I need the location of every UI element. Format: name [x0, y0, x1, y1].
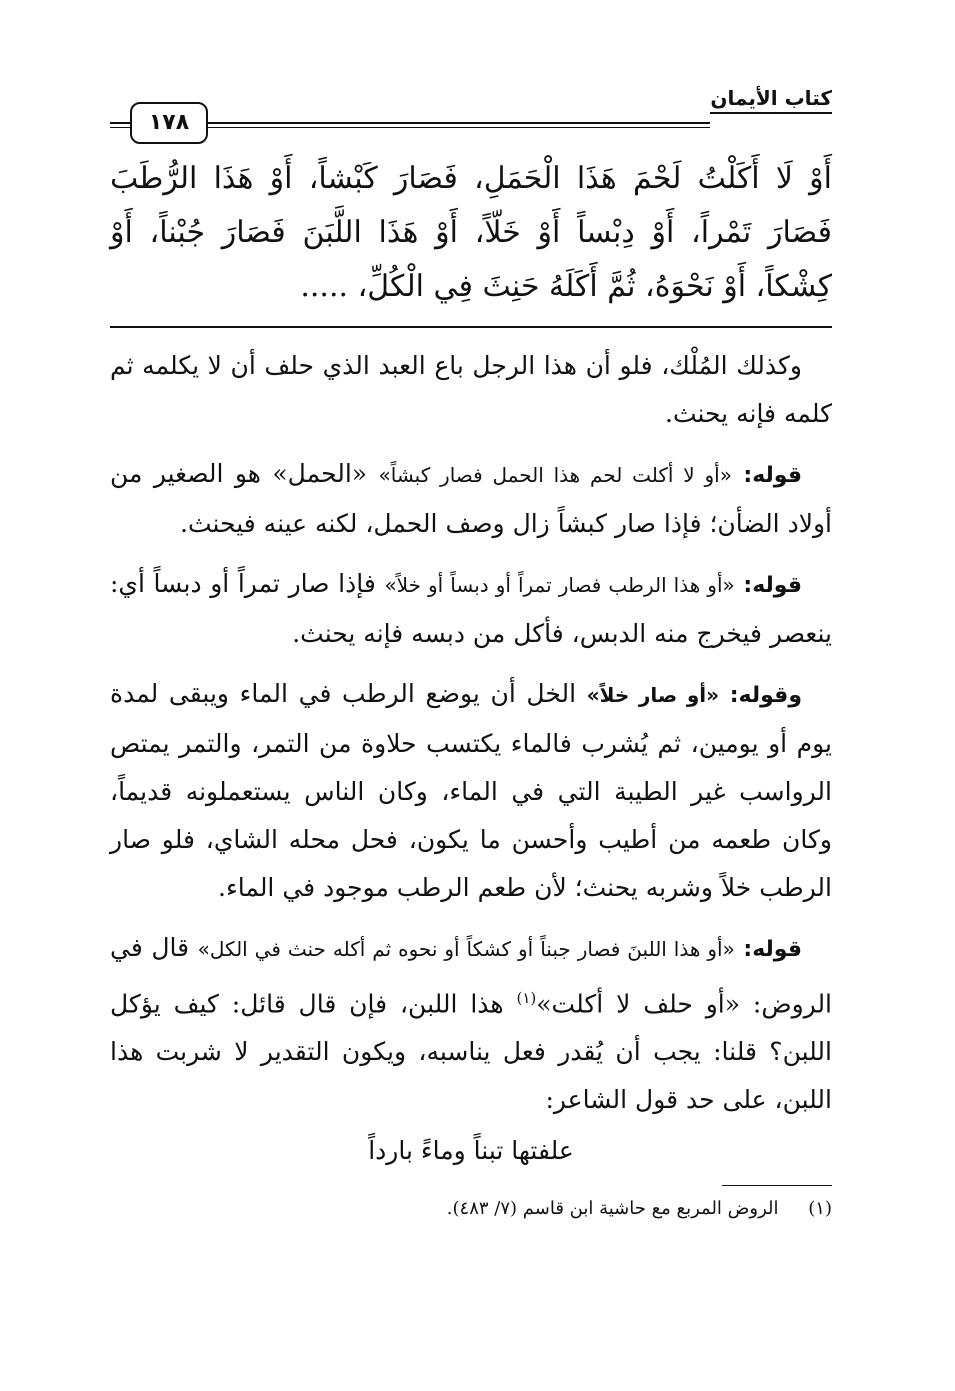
- footnote-separator: [722, 1185, 832, 1186]
- paragraph-body: هذا اللبن، فإن قال قائل: كيف يؤكل اللبن؟ قلنا: يجب أن يُقدر فعل يناسبه، ويكون التقدير لا شربت هذا اللبن، على حد قول الشاعر:: [110, 989, 832, 1115]
- commentary-paragraph: [110, 450, 832, 548]
- paragraph-lead: قوله:: [743, 573, 802, 598]
- paragraph-lead: قوله:: [743, 463, 803, 488]
- matn-quote: «أو هذا اللبنَ فصار جبناً أو كشكاً أو نحوه ثم أكله حنث في الكل»: [197, 937, 735, 961]
- paragraph-lead: قوله:: [743, 937, 802, 962]
- matn-quote: «أو هذا الرطب فصار تمراً أو دبساً أو خلاً»: [384, 573, 735, 597]
- commentary: [110, 342, 832, 1165]
- paragraph-body: الخل أن يوضع الرطب في الماء ويبقى لمدة يوم أو يومين، ثم يُشرب فالماء يكتسب حلاوة من التمر، والتمر يمتص الرواسب غير الطيبة التي في الماء، وكان الناس يستعملونه قديماً، وكان طعمه من أطيب وأحسن ما يكون، فحل محله الشاي، فلو صار الرطب خلاً وشربه يحنث؛ لأن طعم الرطب موجود في الماء.: [110, 679, 832, 902]
- matn-text: أَوْ لَا أَكَلْتُ لَحْمَ هَذَا الْحَمَلِ، فَصَارَ كَبْشاً، أَوْ هَذَا الرُّطَبَ فَصَارَ تَمْراً، أَوْ دِبْساً أَوْ خَلّاً، أَوْ هَذَا اللَّبَنَ فَصَارَ جُبْناً، أَوْ كِشْكاً، أَوْ نَحْوَهُ، ثُمَّ أَكَلَهُ حَنِثَ فِي الْكُلِّ، .....: [110, 161, 832, 304]
- matn-quote: «أو لا أكلت لحم هذا الحمل فصار كبشاً»: [378, 463, 732, 487]
- footnote-text: الروض المربع مع حاشية ابن قاسم (٧/ ٤٨٣).: [446, 1198, 779, 1220]
- commentary-paragraph: [110, 560, 832, 658]
- paragraph-body: قال في الروض: «أو حلف لا أكلت»: [110, 933, 833, 1019]
- poetry-verse: علفتها تبناً وماءً بارداً: [368, 1136, 574, 1166]
- matn-separator: [110, 326, 832, 328]
- running-title: كتاب الأيمان: [710, 86, 832, 114]
- commentary-paragraph: وكذلك المُلْك، فلو أن هذا الرجل باع العبد الذي حلف أن لا يكلمه ثم كلمه فإنه يحنث.: [110, 351, 832, 428]
- page-number-badge: ١٧٨: [130, 102, 208, 144]
- book-page: [110, 80, 832, 1380]
- footnote: [110, 1194, 832, 1224]
- paragraph-body: «الحمل» هو الصغير من أولاد الضأن؛ فإذا صار كبشاً زال وصف الحمل، لكنه عينه فيحنث.: [110, 459, 832, 538]
- page-header: [110, 80, 832, 152]
- paragraph-lead: وقوله:: [729, 683, 803, 708]
- commentary-paragraph: [110, 670, 832, 912]
- commentary-paragraph: [110, 924, 832, 1124]
- matn-quote: «أو صار خلاً»: [586, 683, 720, 707]
- paragraph-body: فإذا صار تمراً أو دبساً أي: ينعصر فيخرج منه الدبس، فأكل من دبسه فإنه يحنث.: [110, 569, 832, 648]
- footnote-number: (١): [808, 1198, 832, 1220]
- footnote-reference: (١): [516, 989, 537, 1007]
